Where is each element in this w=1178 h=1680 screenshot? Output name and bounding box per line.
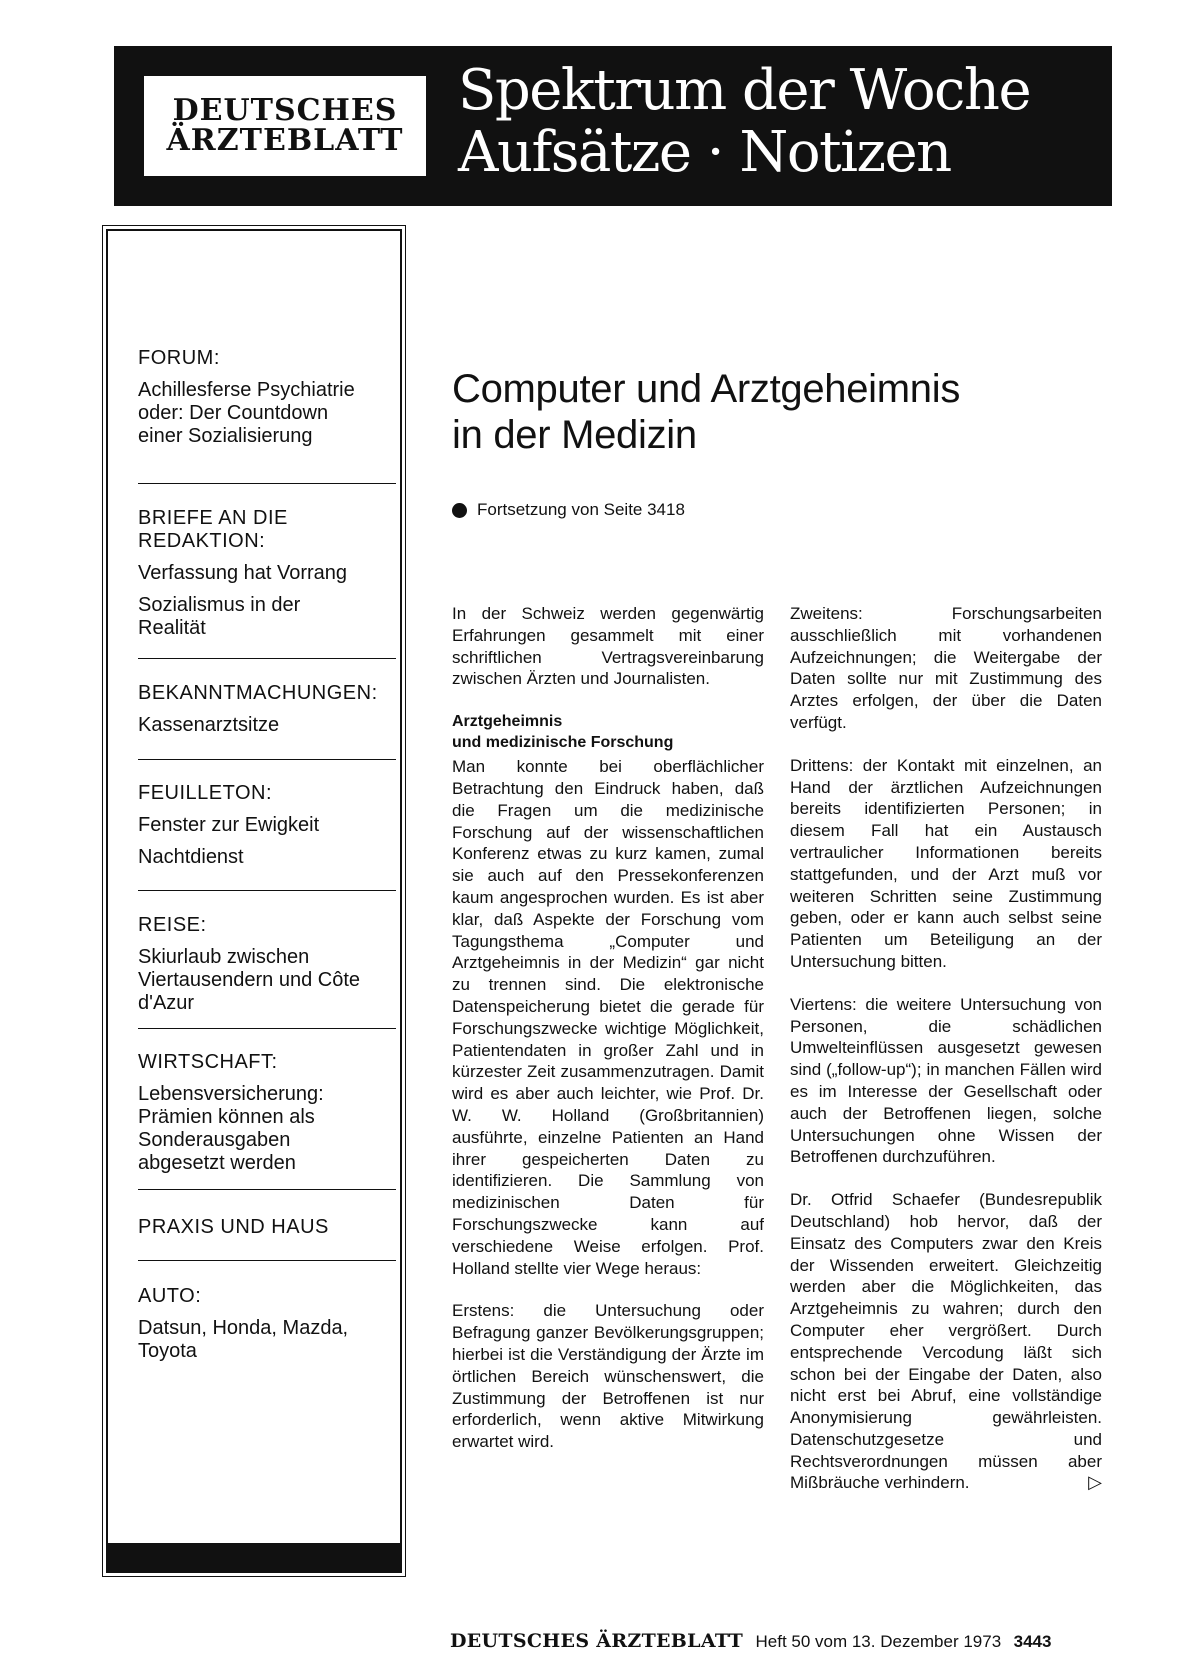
sidebar-section-briefe: [138, 507, 368, 640]
sidebar-item-link[interactable]: Datsun, Honda, Mazda, Toyota: [138, 1317, 349, 1362]
sidebar-heading: BRIEFE AN DIE REDAKTION:: [138, 507, 288, 552]
masthead: [114, 46, 1112, 206]
sidebar-heading: WIRTSCHAFT:: [138, 1051, 278, 1073]
sidebar-heading: AUTO:: [138, 1285, 202, 1307]
sidebar-heading: REISE:: [138, 914, 207, 936]
article-subheading: [452, 711, 764, 753]
footer-issue-info: Heft 50 vom 13. Dezember 1973: [755, 1632, 1002, 1651]
subheading-line-2: und medizinische Forschung: [452, 734, 674, 752]
paragraph-last: [790, 1189, 1102, 1494]
article-headline: [452, 366, 1092, 458]
headline-line-2: in der Medizin: [452, 413, 697, 457]
sidebar-section-praxis: [138, 1216, 368, 1239]
sidebar-heading: FORUM:: [138, 347, 220, 369]
section-subtitle: Aufsätze · Notizen: [458, 120, 951, 185]
sidebar-section-bekanntmachungen: [138, 682, 378, 737]
sidebar-item-link[interactable]: Verfassung hat Vorrang: [138, 562, 348, 584]
magazine-logo: [144, 76, 426, 176]
sidebar-item-link[interactable]: Skiurlaub zwischen Viertausendern und Côte d'Azur: [138, 946, 361, 1014]
sidebar-item-link[interactable]: Lebensversicherung: Prämien können als Sonderausgaben abgesetzt werden: [138, 1083, 324, 1174]
sidebar-footer-bar: [106, 1543, 402, 1573]
footer-magazine-name: DEUTSCHES ÄRZTEBLATT: [450, 1630, 744, 1652]
article-column-left: [452, 603, 764, 1474]
sidebar-item-link[interactable]: Fenster zur Ewigkeit: [138, 814, 320, 836]
sidebar-divider: [138, 483, 396, 484]
continued-from-text: Fortsetzung von Seite 3418: [477, 500, 685, 519]
sidebar-section-auto: [138, 1285, 368, 1363]
sidebar-item-link[interactable]: Nachtdienst: [138, 846, 244, 868]
sidebar-divider: [138, 1028, 396, 1029]
paragraph-text: Dr. Otfrid Schaefer (Bundesrepublik Deutschland) hob hervor, daß der Einsatz des Computers zwar den Kreis der Wissenden erweitert. Gleichzeitig werden aber die Möglichkeiten, das Arztgeheimnis zu wahren; durch den Computer eher vergrößert. Durch entsprechende Vercodung läßt sich schon bei der Eingabe der Daten, also nicht erst bei Abruf, eine vollständige Anonymisierung gewährleisten. Datenschutzgesetze und Rechtsverordnungen müssen aber Mißbräuche verhindern.: [790, 1190, 1102, 1493]
sidebar-item-link[interactable]: Achillesferse Psychiatrie oder: Der Countdown einer Sozialisierung: [138, 379, 355, 447]
sidebar-section-feuilleton: [138, 782, 368, 869]
section-title: Spektrum der Woche: [458, 58, 1031, 123]
page-number: 3443: [1013, 1632, 1052, 1651]
page-footer: [450, 1630, 1114, 1652]
headline-line-1: Computer und Arztgeheimnis: [452, 367, 961, 411]
sidebar-item-link[interactable]: Sozialismus in der Realität: [138, 594, 301, 639]
sidebar-item-link[interactable]: Kassenarztsitze: [138, 714, 280, 736]
subheading-line-1: Arztgeheimnis: [452, 713, 563, 731]
paragraph: Erstens: die Untersuchung oder Befragung ganzer Bevölkerungsgruppen; hierbei ist die Verständigung der Ärzte im örtlichen Bereich wünschenswert, die Zustimmung der Betroffenen ist nur erforderlich, wenn aktive Mitwirkung erwartet wird.: [452, 1301, 764, 1452]
logo-line-1: DEUTSCHES: [172, 93, 398, 128]
continued-from-note: [452, 500, 685, 520]
sidebar-divider: [138, 759, 396, 760]
bullet-icon: [452, 503, 467, 518]
paragraph: Zweitens: Forschungsarbeiten ausschließlich mit vorhandenen Aufzeichnungen; die Weitergabe der Daten sollte nur mit Zustimmung des Arztes erfolgen, der über die Daten verfügt.: [790, 604, 1102, 732]
sidebar-divider: [138, 658, 396, 659]
sidebar-heading: FEUILLETON:: [138, 782, 273, 804]
logo-line-2: ÄRZTEBLATT: [166, 123, 404, 158]
sidebar-section-reise: [138, 914, 368, 1015]
paragraph: Drittens: der Kontakt mit einzelnen, an Hand der ärztlichen Aufzeichnungen bereits identifizierten Personen; in diesem Fall hat ein Austausch vertraulicher Informationen bereits stattgefunden, und der Arzt muß vor weiteren Schritten seine Zustimmung geben, oder er kann auch selbst seine Patienten um Beteiligung an der Untersuchung bitten.: [790, 755, 1102, 971]
contents-sidebar: [106, 229, 402, 1573]
sidebar-section-forum: [138, 347, 368, 448]
article-column-right: [790, 603, 1102, 1515]
sidebar-heading: BEKANNTMACHUNGEN:: [138, 682, 378, 704]
sidebar-divider: [138, 1260, 396, 1261]
paragraph: Viertens: die weitere Untersuchung von Personen, die schädlichen Umwelteinflüssen ausgesetzt gewesen sind („follow-up“); in manchen Fällen wird es im Interesse der Gesellschaft oder auch der Betroffenen liegen, solche Untersuchungen ohne Wissen der Betroffenen durchzuführen.: [790, 994, 1102, 1167]
sidebar-heading[interactable]: PRAXIS UND HAUS: [138, 1216, 329, 1238]
paragraph: In der Schweiz werden gegenwärtig Erfahrungen gesammelt mit einer schriftlichen Vertragsvereinbarung zwischen Ärzten und Journalisten.: [452, 604, 764, 689]
sidebar-divider: [138, 890, 396, 891]
sidebar-section-wirtschaft: [138, 1051, 368, 1175]
continue-arrow-icon: ▷: [1088, 1472, 1102, 1493]
sidebar-divider: [138, 1189, 396, 1190]
paragraph: Man konnte bei oberflächlicher Betrachtung den Eindruck haben, daß die Fragen um die medizinische Forschung auf der wissenschaftlichen Konferenz etwas zu kurz kamen, zumal sie auch auf den Pressekonferenzen kaum angesprochen wurden. Es ist aber klar, daß Aspekte der Forschung vom Tagungsthema „Computer und Arztgeheimnis in der Medizin“ gar nicht zu trennen sind. Die elektronische Datenspeicherung bietet die gerade für Forschungszwecke wichtige Möglichkeit, Patientendaten in großer Zahl und in kürzester Zeit zusammenzutragen. Damit wird es aber auch leichter, wie Prof. Dr. W. W. Holland (Großbritannien) ausführte, einzelne Patienten an Hand ihrer gespeicherten Daten zu identifizieren. Die Sammlung von medizinischen Daten für Forschungszwecke kann auf verschiedene Weise erfolgen. Prof. Holland stellte vier Wege heraus:: [452, 757, 764, 1278]
